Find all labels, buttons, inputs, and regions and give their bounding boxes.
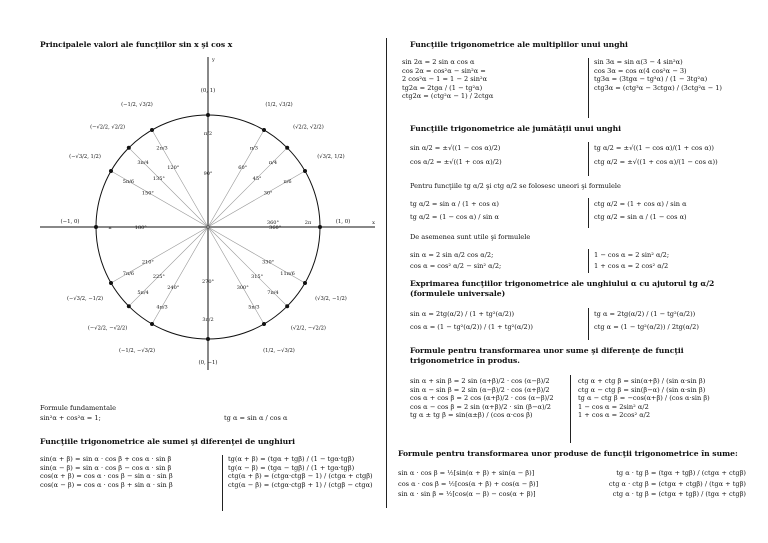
fundamental-tg: tg α = sin α / cos α — [224, 414, 288, 422]
half-title: Funcţiile trigonometrice ale jumătăţii unui unghi — [410, 124, 621, 133]
circle-point — [94, 225, 98, 229]
angle-radian-label: π/6 — [283, 179, 292, 186]
sum-diff-title: Funcţiile trigonometrice ale sumei şi diferenţei de unghiuri — [40, 437, 296, 446]
formula-line: cos(α + β) = cos α · cos β − sin α · sin β — [40, 472, 173, 481]
column-divider — [570, 375, 571, 443]
formula-line: tg α/2 = sin α / (1 + cos α) — [410, 200, 499, 208]
useful-left — [410, 251, 501, 270]
angle-radian-label: π/2 — [203, 131, 213, 138]
angle-degree-label: 360° — [266, 220, 279, 226]
formula-line: ctg α/2 = (1 + cos α) / sin α — [594, 200, 687, 208]
product-to-sum-title: Formule pentru transformarea unor produse de funcţii trigonometrice în sume: — [398, 449, 738, 458]
point-coordinate-label: (√3/2, −1/2) — [315, 296, 347, 302]
formula-line: 1 + cos α = 2cos² α/2 — [578, 411, 651, 420]
product-to-sum-right — [600, 469, 746, 499]
column-divider — [222, 455, 223, 511]
angle-radian-label: 3π/2 — [202, 316, 214, 323]
angle-degree-label: 90° — [203, 171, 213, 178]
formula-line: tg α/2 = ±√((1 − cos α)/(1 + cos α)) — [594, 144, 714, 152]
circle-point — [150, 128, 154, 132]
sum-to-product-right — [578, 377, 710, 420]
angle-radian-label: π/4 — [268, 160, 278, 167]
formula-line: sin α = 2 sin α/2 cos α/2; — [410, 251, 494, 259]
circle-point — [285, 304, 289, 308]
sum-to-product-title: Formule pentru transformarea unor sume şi diferenţe de funcţii trigonometrice în produs. — [410, 346, 684, 365]
formula-line: cos α · cos β = ½[cos(α + β) + cos(α − β)] — [398, 479, 539, 488]
formula-line: cos 2α = cos²α − sin²α = — [402, 66, 486, 75]
formula-line: ctg3α = (ctg³α − 3ctgα) / (3ctg²α − 1) — [594, 83, 722, 92]
angle-radian-label: 7π/4 — [267, 289, 279, 296]
formula-line: tg(α − β) = (tgα − tgβ) / (1 + tgα·tgβ) — [228, 463, 355, 472]
formula-line: tg(α + β) = (tgα + tgβ) / (1 − tgα·tgβ) — [228, 455, 355, 463]
point-coordinate-label: (1/2, −√3/2) — [263, 347, 295, 354]
angle-radian-label: 5π/6 — [122, 179, 135, 186]
point-top-label: (0, 1) — [200, 88, 216, 94]
angle-degree-label: 330° — [262, 259, 275, 266]
formula-line: cos α − cos β = 2 sin (α+β)/2 · sin (β−α)/2 — [410, 402, 551, 411]
circle-point — [285, 146, 289, 150]
angle-radian-label: 5π/4 — [137, 289, 149, 296]
point-coordinate-label: (−1/2, −√3/2) — [118, 347, 156, 354]
x-axis-label: x — [372, 220, 375, 226]
angle-degree-label: 60° — [238, 164, 248, 171]
half-note: Pentru funcţiile tg α/2 şi ctg α/2 se folosesc uneori şi formulele — [410, 182, 621, 190]
sum-diff-right — [228, 455, 373, 489]
formula-line: sin α = 2tg(α/2) / (1 + tg²(α/2)) — [410, 310, 515, 318]
formula-line: ctg α + ctg β = sin(α+β) / (sin α·sin β) — [578, 377, 706, 385]
formula-line: tg α − ctg β = −cos(α+β) / (cos α·sin β) — [578, 394, 710, 403]
formula-line: tg α ± tg β = sin(α±β) / (cos α·cos β) — [410, 411, 533, 420]
circle-point — [303, 281, 307, 285]
express-right — [594, 310, 699, 331]
sum-diff-left — [40, 455, 173, 489]
product-to-sum-left — [398, 469, 538, 499]
angle-radian-label: 7π/6 — [122, 270, 135, 277]
formula-line: tg α/2 = (1 − cos α) / sin α — [410, 212, 499, 221]
point-coordinate-label: (1/2, √3/2) — [265, 102, 293, 109]
multiple-right — [594, 58, 722, 92]
circle-point — [303, 169, 307, 173]
angle-degree-label: 240° — [167, 285, 180, 292]
angle-degree-label: 180° — [134, 225, 147, 231]
formula-line: 1 − cos α = 2sin² α/2 — [578, 402, 649, 411]
formula-line: tg α · tg β = (tgα + tgβ) / (ctgα + ctgβ) — [616, 469, 746, 477]
formula-line: sin(α − β) = sin α · cos β − cos α · sin β — [40, 463, 172, 472]
point-coordinate-label: (−1/2, √3/2) — [121, 102, 153, 109]
formula-line: cos α + cos β = 2 cos (α+β)/2 · cos (α−β)/2 — [410, 394, 554, 403]
formula-line: 1 + cos α = 2 cos² α/2 — [594, 261, 669, 270]
sum-to-product-left — [410, 377, 554, 420]
angle-degree-label: 210° — [141, 259, 154, 266]
point-coordinate-label: (√2/2, −√2/2) — [290, 325, 326, 332]
angle-degree-label: 120° — [167, 164, 180, 171]
formula-line: ctg α · tg β = (ctgα + tgβ) / (tgα + ctgβ) — [612, 490, 746, 499]
column-divider — [588, 198, 589, 228]
formula-line: ctg(α − β) = (ctgα·ctgβ + 1) / (ctgβ − ctgα) — [228, 480, 373, 489]
half2-right — [594, 200, 687, 221]
point-coordinate-label: (−√3/2, 1/2) — [69, 154, 101, 160]
formula-line: tg α = 2tg(α/2) / (1 − tg²(α/2)) — [594, 310, 696, 318]
fundamental-title: Formule fundamentale — [40, 404, 117, 412]
formula-line: ctg2α = (ctg²α − 1) / 2ctgα — [402, 92, 494, 101]
angle-degree-label: 270° — [201, 278, 215, 285]
circle-point — [262, 322, 266, 326]
half-right — [594, 144, 718, 166]
angle-radian-label: 5π/3 — [248, 304, 260, 311]
formula-line: sin α + sin β = 2 sin (α+β)/2 · cos (α−β)/2 — [410, 377, 550, 385]
formula-line: ctg α = (1 − tg²(α/2)) / 2tg(α/2) — [594, 322, 699, 331]
angle-radian-label: 4π/3 — [156, 304, 168, 311]
column-divider — [588, 249, 589, 273]
formula-line: sin α · sin β = ½[cos(α − β) − cos(α + β)] — [398, 490, 536, 499]
angle-degree-label: 315° — [251, 274, 264, 281]
point-coordinate-label: (√2/2, √2/2) — [293, 124, 324, 131]
express-title: Exprimarea funcţiilor trigonometrice ale unghiului α cu ajutorul tg α/2 (formulele universale) — [410, 279, 715, 298]
multiple-left — [402, 58, 493, 101]
formula-line: cos α = cos² α/2 − sin² α/2; — [410, 261, 502, 270]
formula-line: ctg α/2 = ±√((1 + cos α)/(1 − cos α)) — [594, 157, 718, 166]
formula-line: ctg α/2 = sin α / (1 − cos α) — [594, 212, 687, 221]
angle-degree-label: 360° — [269, 225, 282, 231]
angle-radian-label: π — [108, 225, 112, 231]
angle-degree-label: 150° — [141, 190, 154, 197]
point-coordinate-label: (−√2/2, −√2/2) — [87, 325, 128, 332]
column-divider — [588, 58, 589, 118]
angle-radian-label: 11π/6 — [280, 270, 295, 277]
formula-line: tg2α = 2tgα / (1 − tg²α) — [402, 83, 483, 92]
unit-circle-diagram — [40, 52, 380, 372]
formula-line: cos α/2 = ±√((1 + cos α)/2) — [410, 157, 502, 166]
point-bottom-label: (0, −1) — [198, 360, 218, 366]
formula-line: sin 2α = 2 sin α cos α — [402, 58, 475, 66]
useful-note: De asemenea sunt utile şi formulele — [410, 233, 531, 241]
formula-line: 2 cos²α − 1 = 1 − 2 sin²α — [402, 75, 488, 84]
unit-circle-title: Principalele valori ale funcţiilor sin x şi cos x — [40, 40, 233, 49]
column-divider — [588, 308, 589, 340]
circle-point — [262, 128, 266, 132]
angle-degree-label: 135° — [152, 175, 165, 182]
formula-line: cos α = (1 − tg²(α/2)) / (1 + tg²(α/2)) — [410, 322, 533, 331]
angle-radian-label: 2π — [304, 220, 312, 226]
formula-line: sin α/2 = ±√((1 − cos α)/2) — [410, 144, 501, 152]
angle-degree-label: 300° — [236, 285, 249, 292]
formula-line: ctg(α + β) = (ctgα·ctgβ − 1) / (ctgα + ctgβ) — [228, 472, 373, 481]
page-divider — [386, 38, 387, 508]
circle-point — [318, 225, 322, 229]
useful-right — [594, 251, 669, 270]
circle-point — [206, 113, 210, 117]
formula-line: tg3α = (3tgα − tg³α) / (1 − 3tg²α) — [594, 75, 708, 84]
angle-radian-label: 3π/4 — [137, 160, 149, 167]
formula-line: sin 3α = sin α(3 − 4 sin²α) — [594, 58, 683, 66]
formula-line: cos(α − β) = cos α · cos β + sin α · sin β — [40, 480, 173, 489]
formula-line: sin(α + β) = sin α · cos β + cos α · sin β — [40, 455, 172, 463]
angle-degree-label: 30° — [263, 190, 273, 197]
circle-point — [109, 281, 113, 285]
angle-degree-label: 225° — [152, 274, 165, 281]
circle-point — [109, 169, 113, 173]
point-left-label: (−1, 0) — [60, 219, 80, 225]
multiple-title: Funcţiile trigonometrice ale multiplilor unui unghi — [410, 40, 628, 49]
circle-point — [127, 146, 131, 150]
formula-line: ctg α − ctg β = sin(β−α) / (sin α·sin β) — [578, 385, 706, 394]
circle-point — [127, 304, 131, 308]
half-left — [410, 144, 502, 166]
angle-radian-label: 2π/3 — [156, 145, 168, 152]
formula-line: sin α − sin β = 2 sin (α−β)/2 · cos (α+β)/2 — [410, 385, 550, 394]
formula-line: cos 3α = cos α(4 cos²α − 3) — [594, 66, 687, 75]
y-axis-label: y — [212, 57, 215, 63]
express-left — [410, 310, 533, 331]
point-coordinate-label: (−√3/2, −1/2) — [67, 296, 104, 302]
angle-degree-label: 45° — [252, 175, 262, 182]
half2-left — [410, 200, 499, 221]
circle-point — [206, 337, 210, 341]
angle-radian-label: π/3 — [249, 145, 258, 152]
column-divider — [588, 142, 589, 176]
point-coordinate-label: (√3/2, 1/2) — [317, 154, 345, 160]
formula-line: sin α · cos β = ½[sin(α + β) + sin(α − β)] — [398, 469, 535, 477]
point-right-label: (1, 0) — [335, 219, 351, 225]
fundamental-identity: sin²α + cos²α = 1; — [40, 414, 101, 422]
formula-line: 1 − cos α = 2 sin² α/2; — [594, 251, 670, 259]
circle-point — [150, 322, 154, 326]
formula-line: ctg α · ctg β = (ctgα + ctgβ) / (tgα + tgβ) — [608, 479, 746, 488]
point-coordinate-label: (−√2/2, √2/2) — [90, 124, 126, 131]
